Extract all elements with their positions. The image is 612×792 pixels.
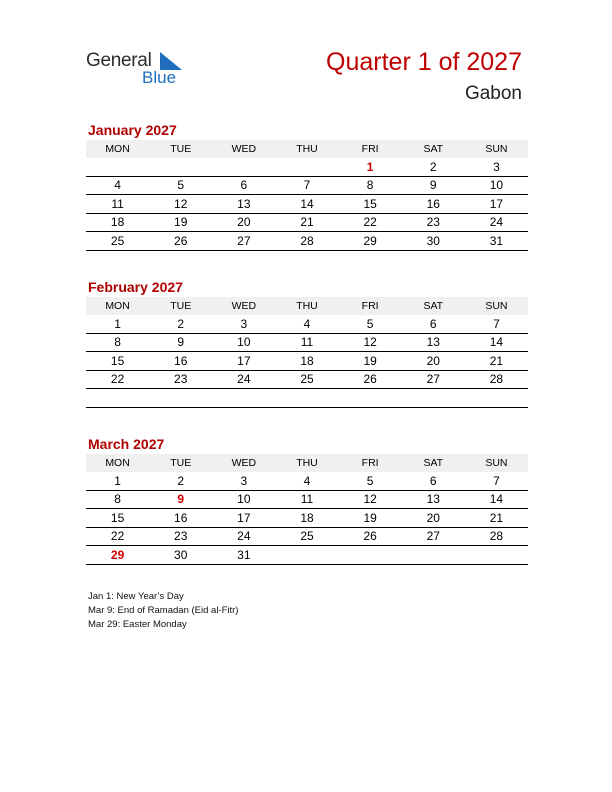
day-cell: 8 xyxy=(86,490,149,509)
day-cell: 28 xyxy=(465,527,528,546)
day-cell: 27 xyxy=(212,232,275,251)
calendar-grid xyxy=(86,454,528,565)
day-cell: 11 xyxy=(275,490,338,509)
day-cell: 3 xyxy=(212,472,275,490)
day-cell: 21 xyxy=(465,509,528,528)
day-cell: 5 xyxy=(149,176,212,195)
week-row xyxy=(86,158,528,176)
month-calendar-march xyxy=(86,435,528,565)
day-cell: 31 xyxy=(212,546,275,565)
day-cell: 17 xyxy=(212,352,275,371)
day-cell: 20 xyxy=(402,352,465,371)
empty-day-cell xyxy=(465,389,528,408)
day-cell: 19 xyxy=(339,352,402,371)
empty-day-cell xyxy=(149,158,212,176)
empty-day-cell xyxy=(402,389,465,408)
day-cell: 3 xyxy=(465,158,528,176)
day-cell: 14 xyxy=(465,333,528,352)
day-cell: 14 xyxy=(275,195,338,214)
day-cell: 5 xyxy=(339,315,402,333)
week-row xyxy=(86,527,528,546)
day-cell: 27 xyxy=(402,370,465,389)
day-cell: 19 xyxy=(339,509,402,528)
day-cell: 2 xyxy=(149,315,212,333)
month-title: January 2027 xyxy=(88,122,177,138)
week-row xyxy=(86,195,528,214)
day-cell: 5 xyxy=(339,472,402,490)
weekday-header: TUE xyxy=(149,297,212,315)
day-cell: 6 xyxy=(402,315,465,333)
empty-day-cell xyxy=(86,389,149,408)
day-cell: 15 xyxy=(339,195,402,214)
day-cell: 29 xyxy=(339,232,402,251)
day-cell: 7 xyxy=(465,472,528,490)
week-row xyxy=(86,333,528,352)
day-cell: 4 xyxy=(86,176,149,195)
day-cell: 12 xyxy=(339,490,402,509)
day-cell: 25 xyxy=(275,527,338,546)
day-cell: 4 xyxy=(275,472,338,490)
empty-day-cell xyxy=(402,546,465,565)
day-cell: 9 xyxy=(149,490,212,509)
day-cell: 9 xyxy=(149,333,212,352)
logo-word-general: General xyxy=(86,50,152,71)
weekday-header: THU xyxy=(275,140,338,158)
empty-day-cell xyxy=(275,389,338,408)
page-title: Quarter 1 of 2027 xyxy=(326,48,522,76)
day-cell: 26 xyxy=(339,527,402,546)
month-calendar-february xyxy=(86,278,528,408)
empty-day-cell xyxy=(149,389,212,408)
day-cell: 16 xyxy=(402,195,465,214)
weekday-header: SUN xyxy=(465,297,528,315)
weekday-header: WED xyxy=(212,297,275,315)
day-cell: 7 xyxy=(465,315,528,333)
day-cell: 28 xyxy=(465,370,528,389)
day-cell: 16 xyxy=(149,352,212,371)
weekday-header: WED xyxy=(212,454,275,472)
day-cell: 30 xyxy=(149,546,212,565)
day-cell: 8 xyxy=(339,176,402,195)
empty-day-cell xyxy=(339,546,402,565)
weekday-header: THU xyxy=(275,297,338,315)
weekday-header: FRI xyxy=(339,140,402,158)
day-cell: 25 xyxy=(275,370,338,389)
empty-day-cell xyxy=(465,546,528,565)
day-cell: 8 xyxy=(86,333,149,352)
day-cell: 24 xyxy=(465,213,528,232)
day-cell: 29 xyxy=(86,546,149,565)
generalblue-logo xyxy=(86,50,196,90)
weekday-header-row xyxy=(86,140,528,158)
empty-day-cell xyxy=(212,158,275,176)
weekday-header: MON xyxy=(86,297,149,315)
day-cell: 3 xyxy=(212,315,275,333)
day-cell: 1 xyxy=(86,315,149,333)
empty-day-cell xyxy=(339,389,402,408)
weekday-header: SAT xyxy=(402,140,465,158)
weekday-header: SUN xyxy=(465,140,528,158)
empty-day-cell xyxy=(212,389,275,408)
day-cell: 22 xyxy=(86,527,149,546)
week-row xyxy=(86,546,528,565)
week-row xyxy=(86,315,528,333)
holiday-notes xyxy=(88,590,238,632)
day-cell: 7 xyxy=(275,176,338,195)
day-cell: 9 xyxy=(402,176,465,195)
weekday-header: TUE xyxy=(149,140,212,158)
weekday-header: SAT xyxy=(402,297,465,315)
day-cell: 17 xyxy=(465,195,528,214)
weekday-header: MON xyxy=(86,140,149,158)
day-cell: 25 xyxy=(86,232,149,251)
day-cell: 24 xyxy=(212,527,275,546)
calendar-grid xyxy=(86,297,528,408)
holiday-note: Mar 9: End of Ramadan (Eid al-Fitr) xyxy=(88,605,239,616)
day-cell: 11 xyxy=(275,333,338,352)
day-cell: 21 xyxy=(275,213,338,232)
weekday-header: MON xyxy=(86,454,149,472)
empty-day-cell xyxy=(275,158,338,176)
weekday-header: THU xyxy=(275,454,338,472)
day-cell: 24 xyxy=(212,370,275,389)
week-row xyxy=(86,389,528,408)
month-calendar-january xyxy=(86,121,528,251)
day-cell: 19 xyxy=(149,213,212,232)
day-cell: 23 xyxy=(149,527,212,546)
weekday-header: FRI xyxy=(339,454,402,472)
country-name: Gabon xyxy=(464,83,522,104)
weekday-header: SUN xyxy=(465,454,528,472)
day-cell: 27 xyxy=(402,527,465,546)
day-cell: 15 xyxy=(86,352,149,371)
holiday-note: Jan 1: New Year’s Day xyxy=(88,591,184,602)
week-row xyxy=(86,232,528,251)
day-cell: 23 xyxy=(149,370,212,389)
week-row xyxy=(86,490,528,509)
day-cell: 22 xyxy=(86,370,149,389)
day-cell: 13 xyxy=(402,490,465,509)
weekday-header: FRI xyxy=(339,297,402,315)
week-row xyxy=(86,509,528,528)
day-cell: 6 xyxy=(402,472,465,490)
weekday-header: TUE xyxy=(149,454,212,472)
day-cell: 10 xyxy=(212,333,275,352)
calendar-grid xyxy=(86,140,528,251)
day-cell: 18 xyxy=(86,213,149,232)
day-cell: 26 xyxy=(339,370,402,389)
day-cell: 30 xyxy=(402,232,465,251)
day-cell: 31 xyxy=(465,232,528,251)
day-cell: 16 xyxy=(149,509,212,528)
month-title: March 2027 xyxy=(88,436,165,452)
day-cell: 23 xyxy=(402,213,465,232)
day-cell: 22 xyxy=(339,213,402,232)
day-cell: 1 xyxy=(86,472,149,490)
day-cell: 4 xyxy=(275,315,338,333)
day-cell: 18 xyxy=(275,509,338,528)
day-cell: 14 xyxy=(465,490,528,509)
day-cell: 12 xyxy=(339,333,402,352)
empty-day-cell xyxy=(275,546,338,565)
day-cell: 28 xyxy=(275,232,338,251)
day-cell: 18 xyxy=(275,352,338,371)
day-cell: 17 xyxy=(212,509,275,528)
day-cell: 20 xyxy=(212,213,275,232)
weekday-header: SAT xyxy=(402,454,465,472)
month-title: February 2027 xyxy=(88,279,183,295)
day-cell: 10 xyxy=(212,490,275,509)
logo-word-blue: Blue xyxy=(142,68,177,87)
day-cell: 1 xyxy=(339,158,402,176)
day-cell: 12 xyxy=(149,195,212,214)
week-row xyxy=(86,352,528,371)
weekday-header: WED xyxy=(212,140,275,158)
empty-day-cell xyxy=(86,158,149,176)
week-row xyxy=(86,176,528,195)
weekday-header-row xyxy=(86,297,528,315)
day-cell: 6 xyxy=(212,176,275,195)
day-cell: 2 xyxy=(149,472,212,490)
day-cell: 13 xyxy=(402,333,465,352)
day-cell: 20 xyxy=(402,509,465,528)
day-cell: 15 xyxy=(86,509,149,528)
week-row xyxy=(86,370,528,389)
day-cell: 26 xyxy=(149,232,212,251)
holiday-note: Mar 29: Easter Monday xyxy=(88,619,187,630)
week-row xyxy=(86,213,528,232)
day-cell: 2 xyxy=(402,158,465,176)
day-cell: 13 xyxy=(212,195,275,214)
day-cell: 10 xyxy=(465,176,528,195)
weekday-header-row xyxy=(86,454,528,472)
day-cell: 21 xyxy=(465,352,528,371)
week-row xyxy=(86,472,528,490)
day-cell: 11 xyxy=(86,195,149,214)
